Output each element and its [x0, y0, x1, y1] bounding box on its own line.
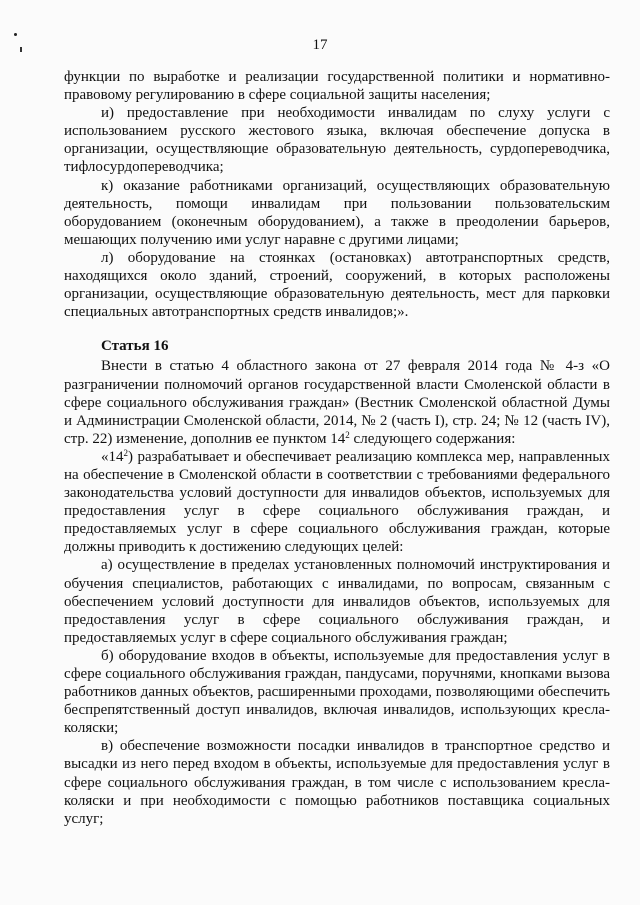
- document-body: [64, 68, 610, 828]
- superscript: 2: [345, 429, 350, 440]
- paragraph-item-a: а) осуществление в пределах установленных полномочий инструктирования и обучения специалистов, работающих с инвалидами, по вопросам, связанным с обеспечением условий доступности для инвалидов объектов, используемых для предоставления услуг в сфере социального обслуживания граждан, и предоставляемых услуг в сфере социального обслуживания граждан;: [64, 557, 610, 646]
- superscript: 2: [123, 447, 128, 458]
- paragraph-continuation: функции по выработке и реализации государственной политики и нормативно-правовому регулированию в сфере социальной защиты населения;: [64, 69, 610, 104]
- paragraph-item-l: л) оборудование на стоянках (остановках) автотранспортных средств, находящихся около зданий, строений, сооружений, в которых расположены организации, осуществляющие образовательную деятельность, мест для парковки специальных автотранспортных средств инвалидов;».: [64, 249, 610, 321]
- point-label: «14: [101, 448, 124, 465]
- page-number: 17: [312, 37, 328, 53]
- paragraph-item-v: в) обеспечение возможности посадки инвалидов в транспортное средство и высадки из него перед входом в объекты, используемые для предоставления услуг в сфере социального обслуживания граждан, в том числе с использованием кресла-коляски и при необходимости с помощью работников поставщика социальных услуг;: [64, 738, 610, 827]
- paragraph-item-b: б) оборудование входов в объекты, используемые для предоставления услуг в сфере социального обслуживания граждан, пандусами, поручнями, кнопками вызова работников данных объектов, расширенными проходами, позволяющими обеспечить беспрепятственный доступ инвалидов, включая инвалидов, использующих кресла-коляски;: [64, 647, 610, 737]
- point-text: ) разрабатывает и обеспечивает реализацию комплекса мер, направленных на обеспечение в Смоленской области в соответствии с требованиями федерального законодательства условий доступности для инвалидов объектов, используемых для предоставления услуг в сфере социального обслуживания граждан, и предоставляемых услуг в сфере социального обслуживания граждан, которые должны приводить к достижению следующих целей:: [64, 448, 610, 556]
- intro-text-end: следующего содержания:: [349, 430, 516, 447]
- article-heading: Статья 16: [101, 338, 169, 355]
- paragraph-item-i: и) предоставление при необходимости инвалидам по слуху услуги с использованием русского жестового языка, включая обеспечение допуска в организации, осуществляющие образовательную деятельность, сурдопереводчика, тифлосурдопереводчика;: [64, 105, 610, 176]
- paragraph-point-14-2: [64, 448, 610, 557]
- intro-text: Внести в статью 4 областного закона от 27 февраля 2014 года № 4-з «О разграничении полномочий органов государственной власти Смоленской области в сфере социального обслуживания граждан» (Вестник Смоленской областной Думы и Администрации Смоленской области, 2014, № 2 (часть I), стр. 24; № 12 (часть IV), стр. 22) изменение, дополнив ее пунктом 14: [64, 358, 610, 447]
- scan-speck: [14, 33, 17, 36]
- paragraph-article-intro: [64, 357, 610, 447]
- paragraph-item-k: к) оказание работниками организаций, осуществляющих образовательную деятельность, помощи инвалидам при пользовании пользовательским оборудованием (оконечным оборудованием), а также в преодолении барьеров, мешающих получению ими услуг наравне с другими лицами;: [64, 177, 610, 248]
